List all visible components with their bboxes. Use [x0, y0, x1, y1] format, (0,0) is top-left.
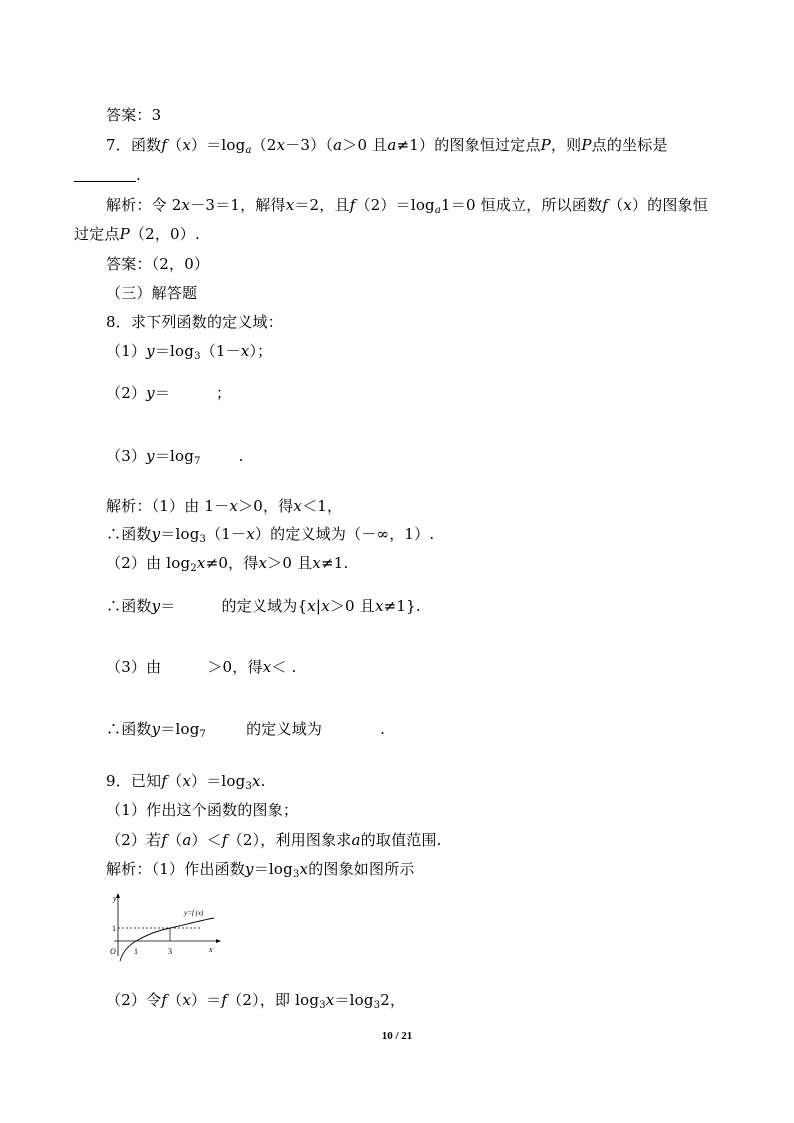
answer-3: 答案：3 [106, 106, 162, 124]
tick-label-y1: 1 [112, 924, 116, 933]
analysis-9-line1: 解析：（1）作出函数$y=\log_3x$的图象如图所示 [106, 860, 415, 880]
curve-label: y=f (x) [184, 909, 204, 917]
y-axis-arrow [116, 893, 120, 898]
origin-label: O [110, 947, 116, 956]
analysis-8-line6: ∴函数$y=\log_7$ 的定义域为 . [106, 720, 386, 740]
analysis-8-line1: 解析：（1）由 1－x＞0，得x＜1， [106, 497, 343, 515]
section-heading: （三）解答题 [106, 284, 198, 302]
question-9-part2: （2）若f（a）＜f（2），利用图象求a的取值范围. [106, 831, 442, 849]
question-8-part1: $(1)y=\log_3(1-x)$； [106, 342, 273, 362]
question-9-part1: （1）作出这个函数的图象； [106, 801, 299, 819]
x-axis-label: x [209, 945, 213, 954]
analysis-8-line5: （3）由 ＞0，得x＜ . [106, 658, 297, 676]
log-function-graph [104, 890, 224, 962]
question-9: 9．已知$f(x)=\log_3x$. [106, 772, 266, 792]
tick-label-x3: 3 [168, 947, 172, 956]
analysis-8-line3: （2）由 $\log_2x\ne 0$，得x＞0 且x≠1. [106, 554, 349, 574]
x-axis-arrow [216, 939, 221, 943]
question-7: 7．函数$f(x)=\log_a(2x-3)(a>0$ 且a≠1）的图象恒过定点P，则P点的坐标是 [106, 136, 668, 156]
question-8-part3: $(3)y=\log_7$ . [106, 447, 244, 467]
tick-label-x1: 1 [134, 947, 138, 956]
analysis-9-line2: （2）令f（x）＝f（2），即 $\log_3x=\log_32$， [106, 991, 406, 1011]
question-8-part2: （2）y＝ ； [106, 384, 232, 402]
answer-blank-line [74, 181, 136, 182]
y-axis-label: y [113, 894, 117, 903]
answer-7: 答案：（2，0） [106, 255, 210, 273]
analysis-8-line4: ∴函数y＝ 的定义域为{x|x＞0 且x≠1}. [106, 597, 421, 615]
analysis-7-line2: 过定点P（2，0）. [74, 225, 200, 243]
page-number: 10 / 21 [381, 1030, 413, 1042]
question-8: 8．求下列函数的定义域： [106, 313, 283, 331]
analysis-8-line2: ∴函数$y=\log_3(1-x)$的定义域为（－∞，1）. [106, 525, 435, 545]
analysis-7-line1: 解析：令 2x－3＝1，解得x＝2，且$f(2)=\log_a1=0$ 恒成立，所以函数f（x）的图象恒 [106, 196, 708, 216]
question-7-end: . [136, 166, 141, 184]
